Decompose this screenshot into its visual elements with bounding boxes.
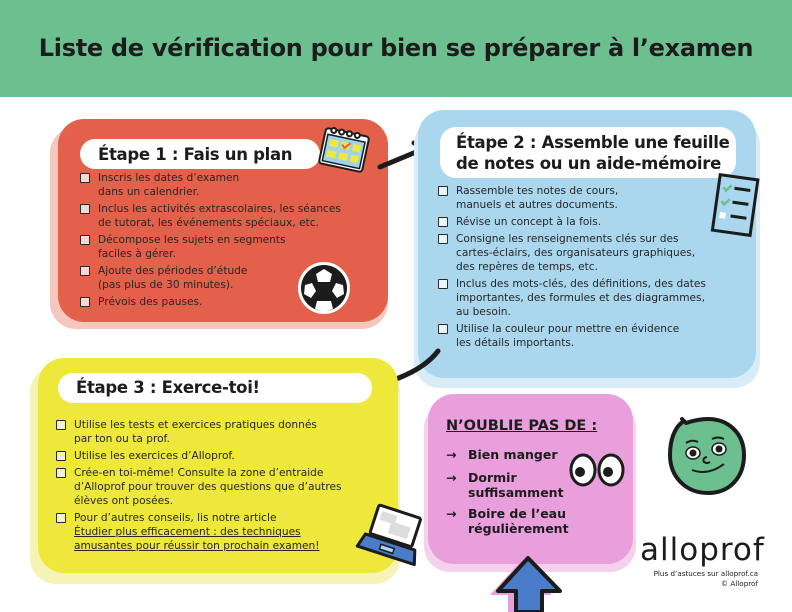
alloprof-logo: alloprof xyxy=(640,532,765,568)
soccer-ball-icon xyxy=(297,261,351,315)
step3-card xyxy=(38,358,398,573)
copyright: © Alloprof xyxy=(720,579,758,588)
checkbox[interactable] xyxy=(438,217,448,227)
laptop-icon xyxy=(356,506,426,566)
arrow-right-icon: → xyxy=(446,506,457,521)
reminder-item: → Dormir suffisamment xyxy=(446,470,564,500)
checklist-item[interactable]: Consigne les renseignements clés sur des cartes-éclairs, des organisateurs graphiques, des repères de temps, etc. xyxy=(438,232,748,274)
checklist-item[interactable]: Inclus les activités extrascolaires, les séances de tutorat, les événements spéciaux, etc. xyxy=(80,202,380,230)
checklist-item[interactable]: Décompose les sujets en segments faciles à gérer. xyxy=(80,233,380,261)
checkbox[interactable] xyxy=(80,204,90,214)
checklist-item[interactable]: Rassemble tes notes de cours, manuels et autres documents. xyxy=(438,184,748,212)
reminder-title: N’OUBLIE PAS DE : xyxy=(446,418,598,434)
checklist-icon xyxy=(708,173,762,239)
checklist-item[interactable]: Utilise les exercices d’Alloprof. xyxy=(56,449,376,463)
arrow-right-icon: → xyxy=(446,447,457,462)
reminder-item: → Bien manger xyxy=(446,447,558,462)
checkbox[interactable] xyxy=(438,279,448,289)
checklist-item[interactable]: Prévois des pauses. xyxy=(80,295,380,309)
checkbox[interactable] xyxy=(80,266,90,276)
checkbox[interactable] xyxy=(80,297,90,307)
step2-checklist xyxy=(438,184,748,353)
checklist-item[interactable]: Crée-en toi-même! Consulte la zone d’entraide d’Alloprof pour trouver des questions que d’autres élèves ont posées. xyxy=(56,466,376,508)
step1-title-pill xyxy=(80,139,320,169)
tagline: Plus d’astuces sur alloprof.ca xyxy=(653,569,758,578)
checklist-item[interactable]: Pour d’autres conseils, lis notre article Étudier plus efficacement : des techniques amusantes pour réussir ton prochain examen! xyxy=(56,511,376,553)
calendar-icon xyxy=(316,128,372,172)
step2-title-pill xyxy=(440,127,736,178)
eyes-icon xyxy=(568,450,628,490)
checkbox[interactable] xyxy=(438,186,448,196)
step3-title: Étape 3 : Exerce-toi! xyxy=(76,378,260,397)
checkbox[interactable] xyxy=(438,234,448,244)
checkbox[interactable] xyxy=(80,173,90,183)
checklist-item[interactable]: Révise un concept à la fois. xyxy=(438,215,748,229)
checkbox[interactable] xyxy=(438,324,448,334)
checklist-item[interactable]: Ajoute des périodes d’étude (pas plus de 30 minutes). xyxy=(80,264,380,292)
step2-title-line1: Étape 2 : Assemble une feuille xyxy=(456,133,730,152)
checkbox[interactable] xyxy=(56,451,66,461)
checkbox[interactable] xyxy=(56,468,66,478)
article-link[interactable]: Étudier plus efficacement : des techniques amusantes pour réussir ton prochain examen! xyxy=(74,526,320,552)
step2-title-line2: de notes ou un aide-mémoire xyxy=(456,154,721,173)
mascot-icon xyxy=(666,415,748,497)
checkbox[interactable] xyxy=(56,513,66,523)
checkbox[interactable] xyxy=(80,235,90,245)
checkbox[interactable] xyxy=(56,420,66,430)
checklist-item[interactable]: Utilise les tests et exercices pratiques donnés par ton ou ta prof. xyxy=(56,418,376,446)
arrow-right-icon: → xyxy=(446,470,457,485)
page-title: Liste de vérification pour bien se préparer à l’examen xyxy=(38,34,754,62)
checklist-item[interactable]: Inclus des mots-clés, des définitions, des dates importantes, des formules et des diagrammes, au besoin. xyxy=(438,277,748,319)
checklist-item[interactable]: Inscris les dates d’examen dans un calendrier. xyxy=(80,171,380,199)
reminder-item: → Boire de l’eau régulièrement xyxy=(446,506,569,536)
header-banner xyxy=(0,0,792,97)
step1-title: Étape 1 : Fais un plan xyxy=(98,145,293,164)
step2-card xyxy=(418,110,756,378)
step3-checklist xyxy=(56,418,376,556)
checklist-item[interactable]: Utilise la couleur pour mettre en évidence les détails importants. xyxy=(438,322,748,350)
step3-title-pill xyxy=(58,373,372,403)
up-arrow-icon xyxy=(488,555,568,612)
